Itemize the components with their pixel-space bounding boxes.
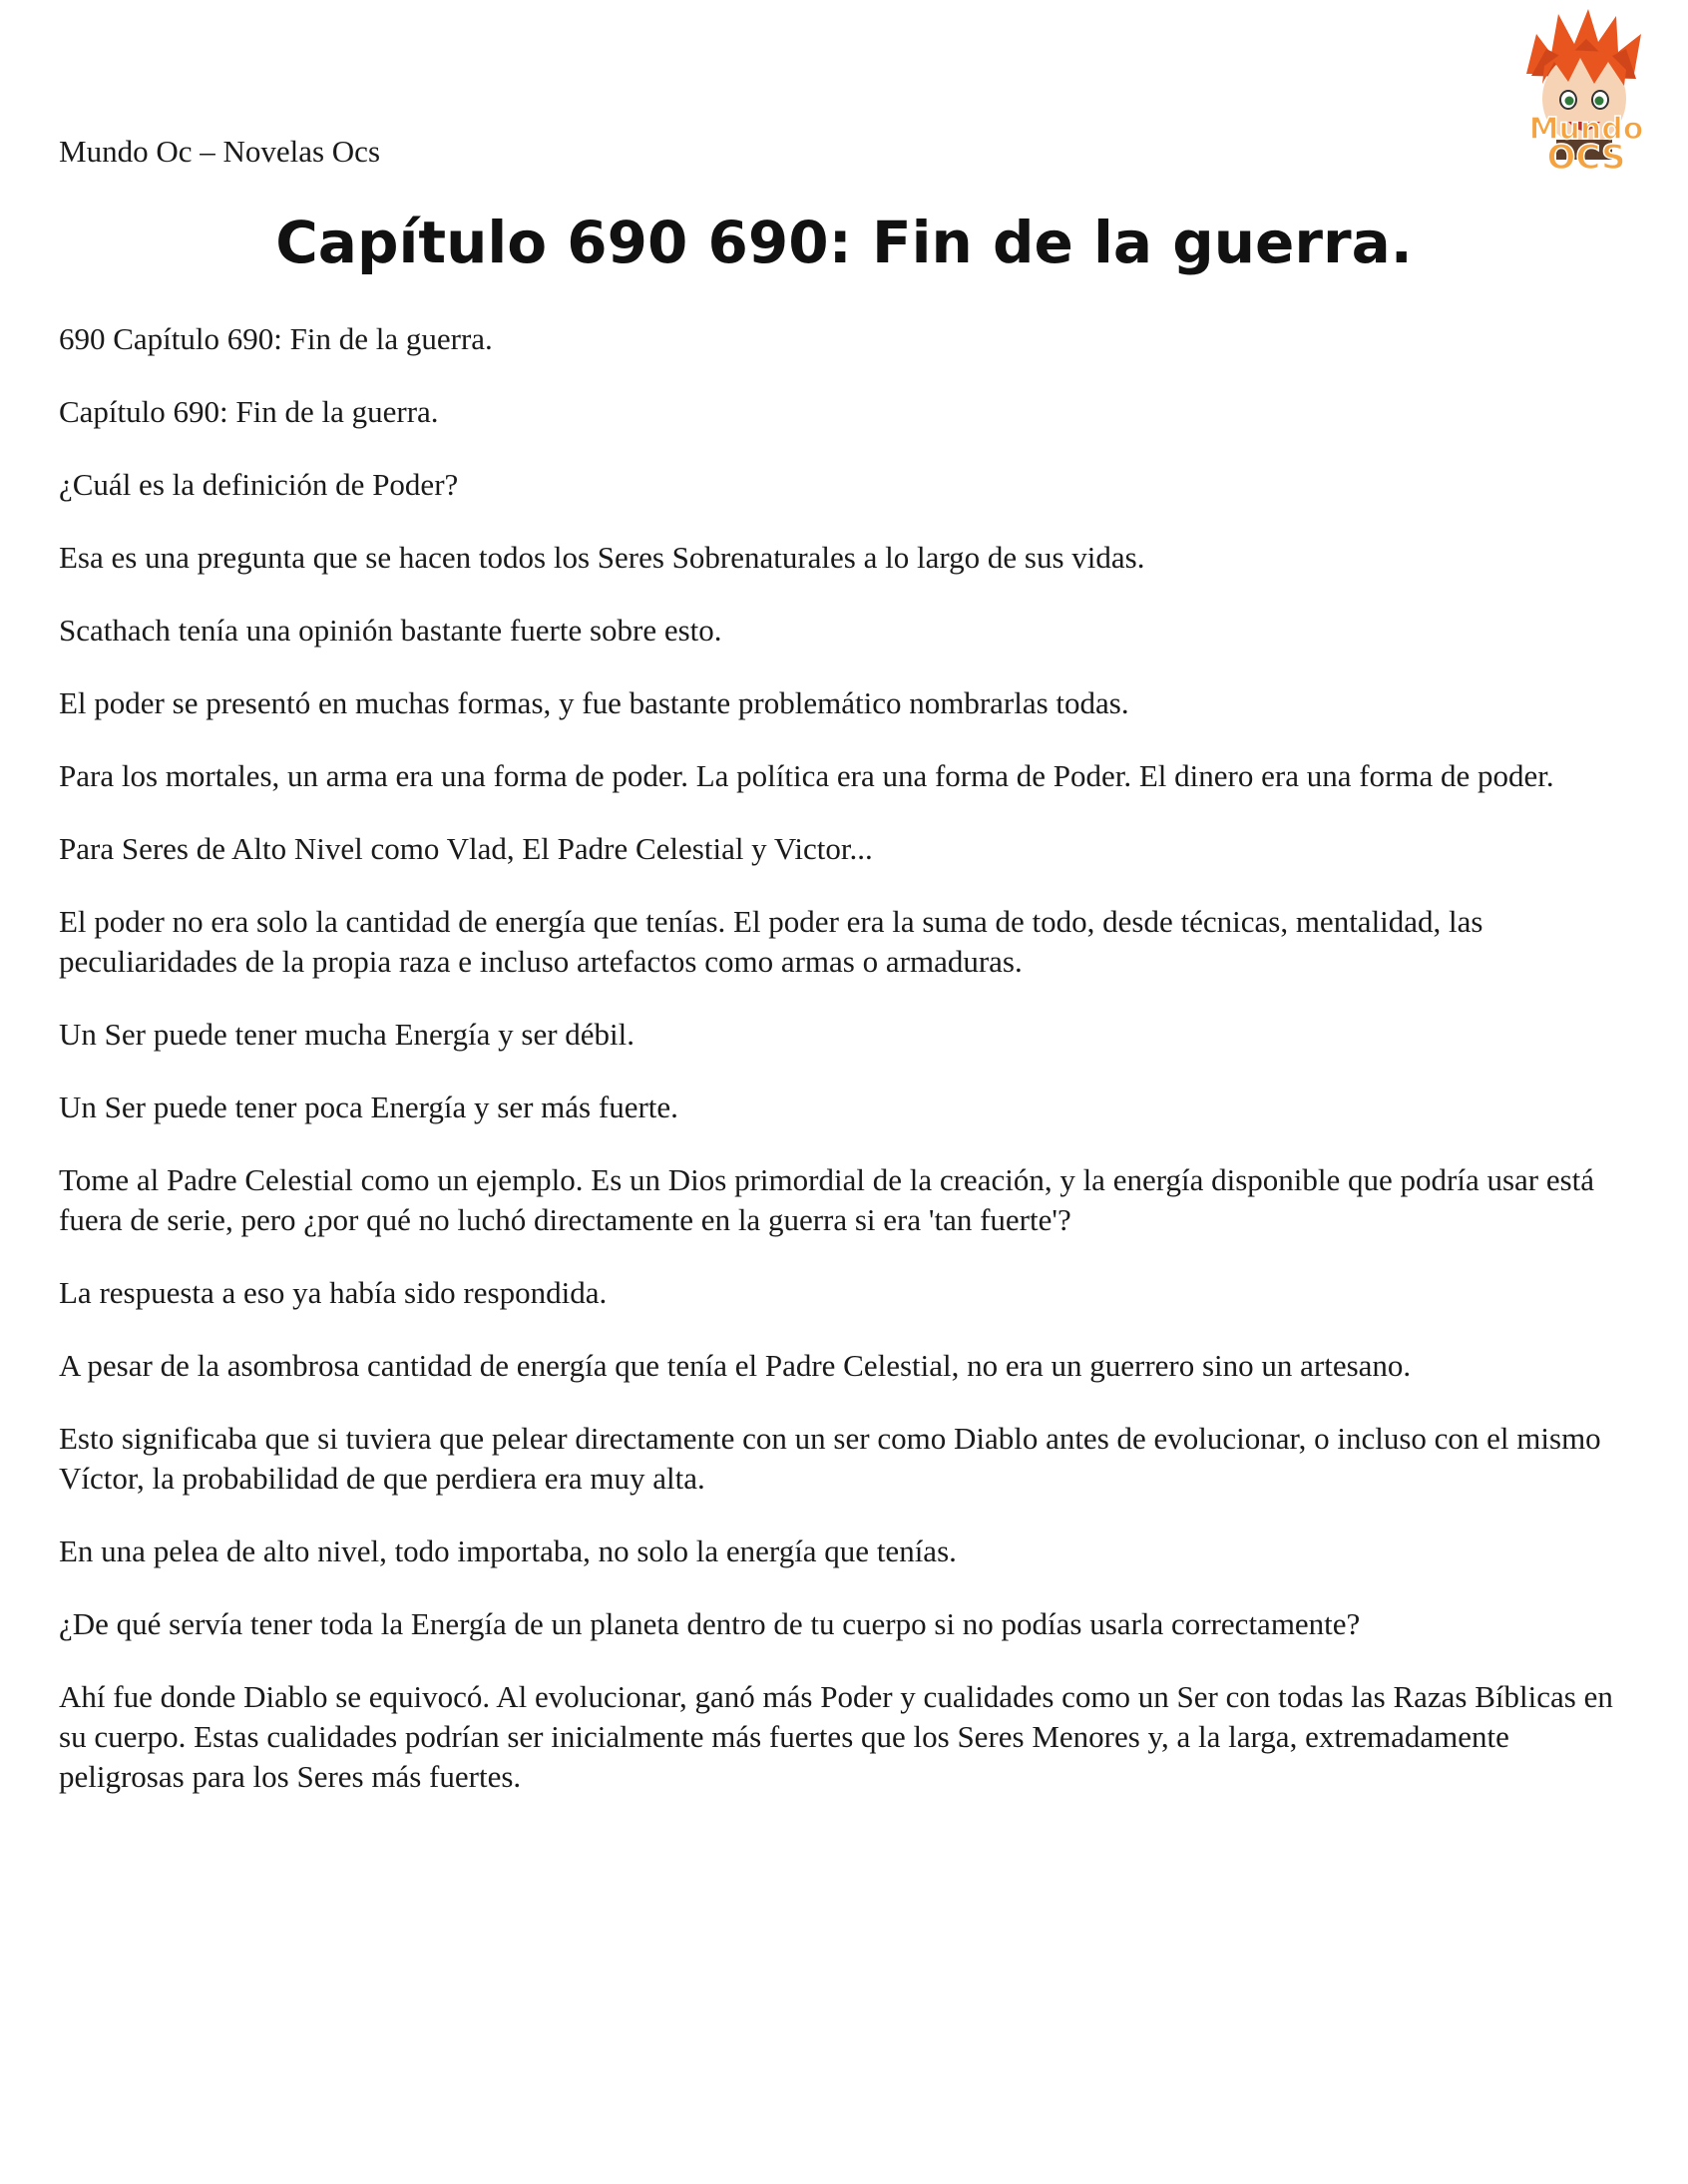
paragraph: En una pelea de alto nivel, todo importaba, no solo la energía que tenías. (59, 1533, 957, 1568)
paragraph: Scathach tenía una opinión bastante fuerte sobre esto. (59, 613, 722, 648)
paragraph: Tome al Padre Celestial como un ejemplo. Es un Dios primordial de la creación, y la energía disponible que podría usar está fuera de serie, pero ¿por qué no luchó directamente en la guerra si era 'tan fuerte'? (59, 1162, 1595, 1237)
paragraph: El poder no era solo la cantidad de energía que tenías. El poder era la suma de todo, desde técnicas, mentalidad, las peculiaridades de la propia raza e incluso artefactos como armas o armaduras. (59, 904, 1483, 979)
paragraph: Esa es una pregunta que se hacen todos los Seres Sobrenaturales a lo largo de sus vidas. (59, 540, 1145, 575)
paragraph: Para los mortales, un arma era una forma de poder. La política era una forma de Poder. El dinero era una forma de poder. (59, 758, 1554, 793)
chapter-title: Capítulo 690 690: Fin de la guerra. (275, 209, 1413, 276)
svg-text:Mundo: Mundo (1528, 112, 1644, 147)
paragraph: Para Seres de Alto Nivel como Vlad, El Padre Celestial y Victor... (59, 831, 873, 866)
chapter-body (59, 319, 1635, 1830)
paragraph: 690 Capítulo 690: Fin de la guerra. (59, 321, 493, 356)
site-header-text: Mundo Oc – Novelas Ocs (59, 134, 381, 169)
anime-mascot-logo-icon (1496, 4, 1676, 184)
paragraph: ¿De qué servía tener toda la Energía de un planeta dentro de tu cuerpo si no podías usarla correctamente? (59, 1606, 1361, 1641)
paragraph: Ahí fue donde Diablo se equivocó. Al evolucionar, ganó más Poder y cualidades como un Ser con todas las Razas Bíblicas en su cuerpo. Estas cualidades podrían ser inicialmente más fuertes que los Seres Menores y, a la larga, extremadamente peligrosas para los Seres más fuertes. (59, 1679, 1613, 1794)
paragraph: Un Ser puede tener mucha Energía y ser débil. (59, 1017, 635, 1052)
paragraph: La respuesta a eso ya había sido respondida. (59, 1275, 608, 1310)
paragraph: Un Ser puede tener poca Energía y ser más fuerte. (59, 1090, 678, 1124)
paragraph: ¿Cuál es la definición de Poder? (59, 467, 459, 502)
paragraph: Capítulo 690: Fin de la guerra. (59, 394, 439, 429)
paragraph: A pesar de la asombrosa cantidad de energía que tenía el Padre Celestial, no era un guerrero sino un artesano. (59, 1348, 1412, 1383)
paragraph: Esto significaba que si tuviera que pelear directamente con un ser como Diablo antes de evolucionar, o incluso con el mismo Víctor, la probabilidad de que perdiera era muy alta. (59, 1421, 1601, 1496)
svg-text:OCS: OCS (1546, 138, 1626, 178)
mundo-ocs-logo (1496, 4, 1676, 184)
paragraph: El poder se presentó en muchas formas, y fue bastante problemático nombrarlas todas. (59, 685, 1129, 720)
